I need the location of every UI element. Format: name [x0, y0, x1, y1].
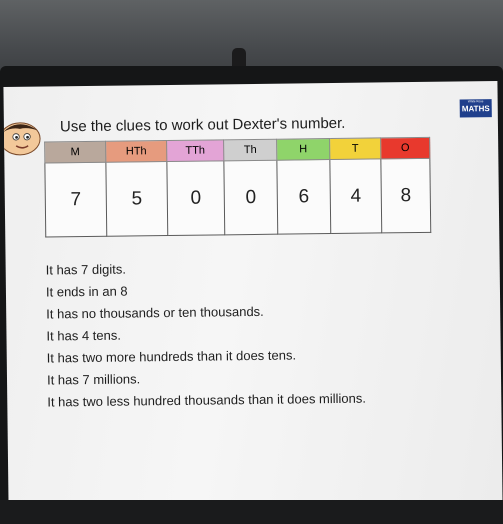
- place-value-table: [44, 137, 431, 238]
- logo-main-text: MATHS: [461, 104, 490, 114]
- header-millions: M: [45, 141, 106, 163]
- slide-screen: [3, 81, 502, 509]
- slide-title: Use the clues to work out Dexter's number.: [59, 114, 346, 136]
- digit-ones: 8: [381, 158, 431, 233]
- clue-item: It ends in an 8: [45, 283, 128, 300]
- header-ten-thousands: TTh: [167, 140, 224, 162]
- digit-hundreds: 6: [277, 160, 331, 235]
- clue-item: It has two less hundred thousands than it does millions.: [47, 390, 367, 410]
- header-tens: T: [330, 138, 381, 160]
- clue-list: [46, 256, 367, 414]
- clue-item: It has 7 digits.: [45, 261, 126, 278]
- digit-ten-thousands: 0: [167, 161, 225, 236]
- clue-item: It has no thousands or ten thousands.: [46, 303, 264, 322]
- clue-item: It has 7 millions.: [46, 371, 141, 388]
- header-hundreds: H: [277, 139, 330, 161]
- place-value-digit-row: [45, 158, 431, 237]
- digit-hundred-thousands: 5: [106, 162, 168, 237]
- digit-tens: 4: [330, 159, 382, 234]
- digit-millions: 7: [45, 162, 107, 237]
- character-face-icon: [3, 117, 42, 158]
- maths-logo: [460, 99, 492, 117]
- header-hundred-thousands: HTh: [106, 141, 167, 163]
- digit-thousands: 0: [224, 160, 278, 235]
- header-ones: O: [381, 137, 430, 159]
- logo-top-text: White Rose: [467, 99, 484, 104]
- clue-item: It has 4 tens.: [46, 327, 122, 344]
- monitor-bottom-bezel: [0, 500, 503, 524]
- clue-item: It has two more hundreds than it does tens.: [46, 347, 297, 366]
- header-thousands: Th: [224, 139, 277, 161]
